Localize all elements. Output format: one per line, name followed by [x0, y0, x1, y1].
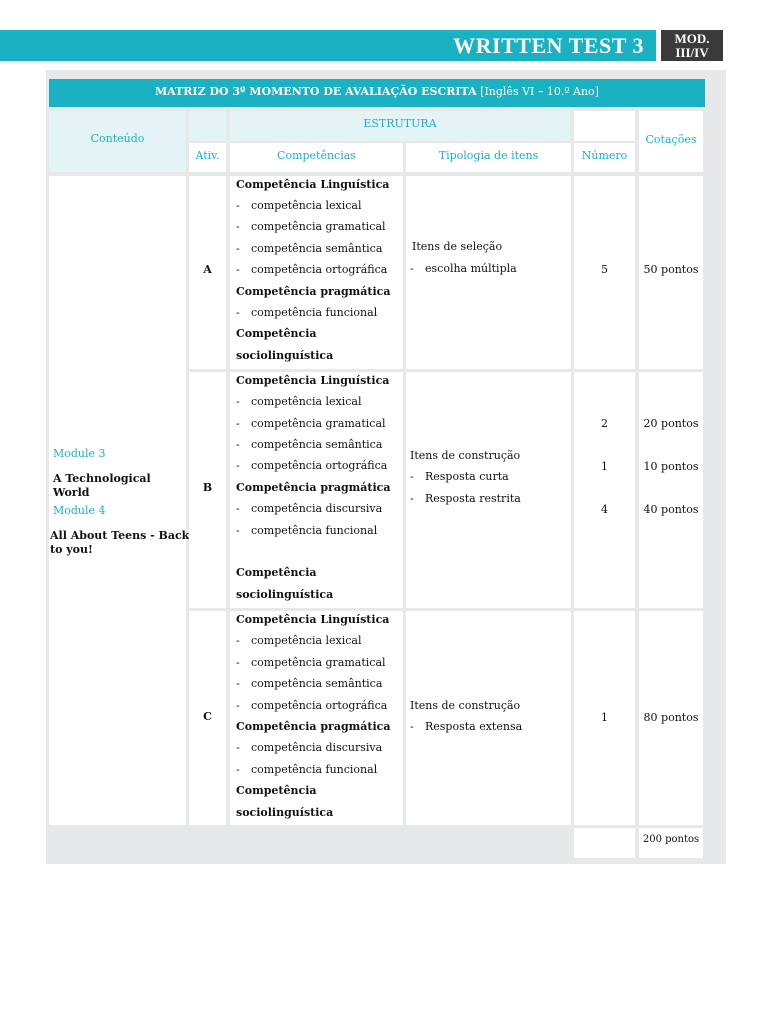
row-a-ativ: A — [203, 263, 212, 276]
bullet-dash: - — [236, 502, 240, 515]
header-cotacoes: Cotações — [645, 133, 697, 146]
row-c-ativ: C — [203, 710, 212, 723]
bullet-text: competência ortográfica — [251, 699, 388, 712]
bullet-dash: - — [236, 634, 240, 647]
bullet-dash: - — [236, 438, 240, 451]
row-a-comp-4 — [236, 263, 387, 276]
row-a-comp-0: Competência Linguística — [236, 178, 390, 191]
row-b-comp-0: Competência Linguística — [236, 374, 390, 387]
bullet-text: competência discursiva — [251, 502, 383, 515]
row-b-comp-4 — [236, 459, 387, 472]
bullet-dash: - — [236, 220, 240, 233]
bullet-dash: - — [236, 417, 240, 430]
bullet-text: competência ortográfica — [251, 459, 388, 472]
header-blank-cell — [189, 111, 226, 141]
bullet-text: competência lexical — [251, 634, 362, 647]
header-competencias: Competências — [277, 149, 356, 162]
row-b-ativ: B — [202, 481, 213, 494]
row-c-tip-0: Itens de construção — [410, 699, 521, 712]
bullet-dash: - — [236, 395, 240, 408]
row-b-comp-9: sociolinguística — [236, 588, 334, 601]
row-b-comp-2 — [236, 417, 386, 430]
bullet-dash: - — [236, 656, 240, 669]
row-b-tip-2 — [410, 492, 521, 505]
row-a-comp-7: Competência — [236, 327, 317, 340]
row-c-comp-8: Competência — [236, 784, 317, 797]
total-numero-cell — [574, 828, 635, 858]
bullet-text: Resposta curta — [425, 470, 509, 483]
bullet-text: competência gramatical — [251, 656, 386, 669]
row-c-cotacao: 80 pontos — [643, 711, 699, 724]
title-bar — [0, 30, 656, 61]
header-estrutura: ESTRUTURA — [363, 117, 437, 130]
module-4-label: Module 4 — [53, 504, 106, 517]
bullet-text: competência semântica — [251, 677, 383, 690]
row-a-comp-8: sociolinguística — [236, 349, 334, 362]
bullet-text: Resposta extensa — [425, 720, 523, 733]
row-b-comp-3 — [236, 438, 382, 451]
bullet-dash: - — [236, 263, 240, 276]
header-ativ: Ativ. — [195, 149, 220, 162]
bullet-dash: - — [236, 199, 240, 212]
bullet-text: competência ortográfica — [251, 263, 388, 276]
bullet-text: competência semântica — [251, 438, 383, 451]
row-a-comp-5: Competência pragmática — [236, 285, 391, 298]
row-c-numero: 1 — [601, 711, 608, 724]
bullet-dash: - — [236, 741, 240, 754]
bullet-dash: - — [410, 720, 414, 733]
module-4-title-1: All About Teens - Back — [50, 529, 190, 542]
bullet-text: competência lexical — [251, 395, 362, 408]
bullet-text: Resposta restrita — [425, 492, 521, 505]
bullet-dash: - — [410, 470, 414, 483]
module-badge: MOD. III/IV — [661, 30, 723, 61]
bullet-text: competência funcional — [251, 306, 378, 319]
header-tipologia: Tipologia de itens — [438, 149, 539, 162]
bullet-dash: - — [236, 763, 240, 776]
row-c-comp-5: Competência pragmática — [236, 720, 391, 733]
row-c-comp-7 — [236, 763, 377, 776]
row-b-numero-2: 4 — [601, 503, 608, 516]
bullet-text: competência semântica — [251, 242, 383, 255]
row-b-comp-7 — [236, 524, 377, 537]
bullet-text: competência gramatical — [251, 417, 386, 430]
module-3-label: Module 3 — [53, 447, 106, 460]
bullet-dash: - — [236, 459, 240, 472]
bullet-dash: - — [236, 306, 240, 319]
row-c-tip-1 — [410, 720, 522, 733]
row-c-comp-1 — [236, 634, 362, 647]
bullet-dash: - — [410, 262, 414, 275]
row-c-comp-2 — [236, 656, 386, 669]
bullet-text: competência funcional — [251, 524, 378, 537]
row-c-comp-9: sociolinguística — [236, 806, 334, 819]
row-b-numero-0: 2 — [601, 417, 608, 430]
row-c-comp-6 — [236, 741, 382, 754]
bullet-text: competência gramatical — [251, 220, 386, 233]
row-a-tip-0: Itens de seleção — [412, 240, 503, 253]
header-conteudo: Conteúdo — [90, 132, 145, 145]
row-b-comp-6 — [236, 502, 382, 515]
bullet-dash: - — [236, 524, 240, 537]
row-b-tip-cell — [406, 372, 571, 608]
bullet-text: competência lexical — [251, 199, 362, 212]
row-b-cotacao-0: 20 pontos — [643, 417, 699, 430]
row-b-comp-8: Competência — [236, 566, 317, 579]
row-b-tip-0: Itens de construção — [410, 449, 521, 462]
bullet-dash: - — [236, 699, 240, 712]
module-4-title-2: to you! — [50, 543, 93, 556]
bullet-text: escolha múltipla — [425, 262, 517, 275]
bullet-dash: - — [236, 242, 240, 255]
row-c-tip-cell — [406, 611, 571, 825]
header-blank-cell-2 — [574, 111, 635, 141]
row-a-comp-2 — [236, 220, 386, 233]
row-a-numero: 5 — [601, 263, 608, 276]
test-title: WRITTEN TEST 3 — [453, 33, 644, 58]
row-a-comp-3 — [236, 242, 382, 255]
row-b-cotacao-1: 10 pontos — [643, 460, 699, 473]
row-b-comp-5: Competência pragmática — [236, 481, 391, 494]
matrix-caption-bold: MATRIZ DO 3º MOMENTO DE AVALIAÇÃO ESCRITA — [155, 85, 477, 98]
bullet-text: competência discursiva — [251, 741, 383, 754]
row-c-comp-0: Competência Linguística — [236, 613, 390, 626]
row-b-cotacao-cell — [639, 372, 703, 608]
row-a-comp-1 — [236, 199, 362, 212]
module-3-title-1: A Technological — [53, 472, 151, 485]
row-a-comp-6 — [236, 306, 377, 319]
bullet-dash: - — [236, 677, 240, 690]
row-b-cotacao-2: 40 pontos — [643, 503, 699, 516]
bullet-dash: - — [410, 492, 414, 505]
matrix-caption — [49, 79, 705, 107]
row-a-tip-1 — [410, 262, 517, 275]
conteudo-cell — [49, 176, 186, 825]
matrix-caption-rest: [Inglês VI – 10.º Ano] — [476, 85, 599, 98]
row-c-comp-4 — [236, 699, 387, 712]
row-b-comp-1 — [236, 395, 362, 408]
row-a-cotacao: 50 pontos — [643, 263, 699, 276]
row-b-numero-1: 1 — [601, 460, 608, 473]
bullet-text: competência funcional — [251, 763, 378, 776]
total-pontos: 200 pontos — [642, 834, 700, 845]
row-c-comp-3 — [236, 677, 382, 690]
row-b-tip-1 — [410, 470, 509, 483]
module-3-title-2: World — [53, 486, 90, 499]
row-b-numero-cell — [574, 372, 635, 608]
header-numero: Número — [581, 149, 628, 162]
